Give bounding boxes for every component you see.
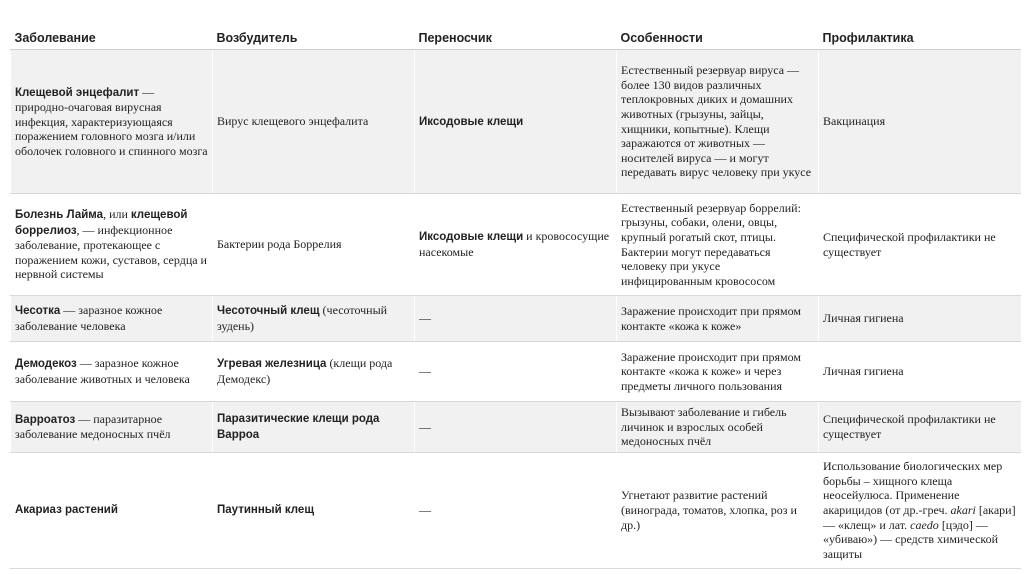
table-row <box>11 50 1021 194</box>
cell-vector: — <box>415 342 617 402</box>
cell-agent: Чесоточный клещ (чесоточный зудень) <box>213 296 415 342</box>
cell-prevention: Специфической профилактики не существует <box>819 402 1021 453</box>
cell-disease: Демодекоз — заразное кожное заболевание животных и человека <box>11 342 213 402</box>
cell-features: Естественный резервуар вируса — более 130 видов различных теплокровных диких и домашних животных (грызуны, зайцы, хищники, копытные). Клещи заражаются от животных — носителей вируса — и могут передавать вирус человеку при укусе <box>617 50 819 194</box>
header-row <box>11 8 1021 50</box>
cell-agent: Паутинный клещ <box>213 452 415 568</box>
cell-vector: Иксодовые клещи <box>415 50 617 194</box>
cell-disease: Чесотка — заразное кожное заболевание человека <box>11 296 213 342</box>
cell-disease: Клещевой энцефалит — природно-очаговая вирусная инфекция, характеризующаяся поражением головного мозга и/или оболочек головного и спинного мозга <box>11 50 213 194</box>
cell-features: Угнетают развитие растений (винограда, томатов, хлопка, роз и др.) <box>617 452 819 568</box>
cell-prevention: Специфической профилактики не существует <box>819 194 1021 296</box>
cell-agent: Паразитические клещи рода Варроа <box>213 402 415 453</box>
header-vector: Переносчик <box>415 8 617 50</box>
table-row <box>11 452 1021 568</box>
table-row <box>11 342 1021 402</box>
cell-agent: Бактерии рода Боррелия <box>213 194 415 296</box>
header-disease: Заболевание <box>11 8 213 50</box>
table-container <box>10 8 1020 569</box>
header-agent: Возбудитель <box>213 8 415 50</box>
cell-prevention: Личная гигиена <box>819 296 1021 342</box>
cell-prevention: Личная гигиена <box>819 342 1021 402</box>
cell-disease: Акариаз растений <box>11 452 213 568</box>
cell-features: Заражение происходит при прямом контакте «кожа к коже» <box>617 296 819 342</box>
cell-agent: Вирус клещевого энцефалита <box>213 50 415 194</box>
cell-agent: Угревая железница (клещи рода Демодекс) <box>213 342 415 402</box>
cell-features: Заражение происходит при прямом контакте «кожа к коже» и через предметы личного пользования <box>617 342 819 402</box>
cell-vector: — <box>415 296 617 342</box>
table-row <box>11 402 1021 453</box>
cell-vector: — <box>415 402 617 453</box>
cell-features: Вызывают заболевание и гибель личинок и взрослых особей медоносных пчёл <box>617 402 819 453</box>
cell-disease: Варроатоз — паразитарное заболевание медоносных пчёл <box>11 402 213 453</box>
header-prevention: Профилактика <box>819 8 1021 50</box>
diseases-table <box>10 8 1021 569</box>
table-row <box>11 194 1021 296</box>
cell-vector: Иксодовые клещи и кровососущие насекомые <box>415 194 617 296</box>
cell-prevention: Вакцинация <box>819 50 1021 194</box>
cell-prevention: Использование биологических мер борьбы – хищного клеща неосейулюса. Применение акарицидов (от др.-греч. akari [акари] — «клещ» и лат. caedo [цэдо] — «убиваю») — средств химической защиты <box>819 452 1021 568</box>
cell-vector: — <box>415 452 617 568</box>
header-features: Особенности <box>617 8 819 50</box>
cell-disease: Болезнь Лайма, или клещевой боррелиоз, — инфекционное заболевание, протекающее с поражением кожи, суставов, сердца и нервной системы <box>11 194 213 296</box>
table-row <box>11 296 1021 342</box>
cell-features: Естественный резервуар боррелий: грызуны, собаки, олени, овцы, крупный рогатый скот, птицы. Бактерии могут передаваться человеку при укусе инфицированным кровососом <box>617 194 819 296</box>
